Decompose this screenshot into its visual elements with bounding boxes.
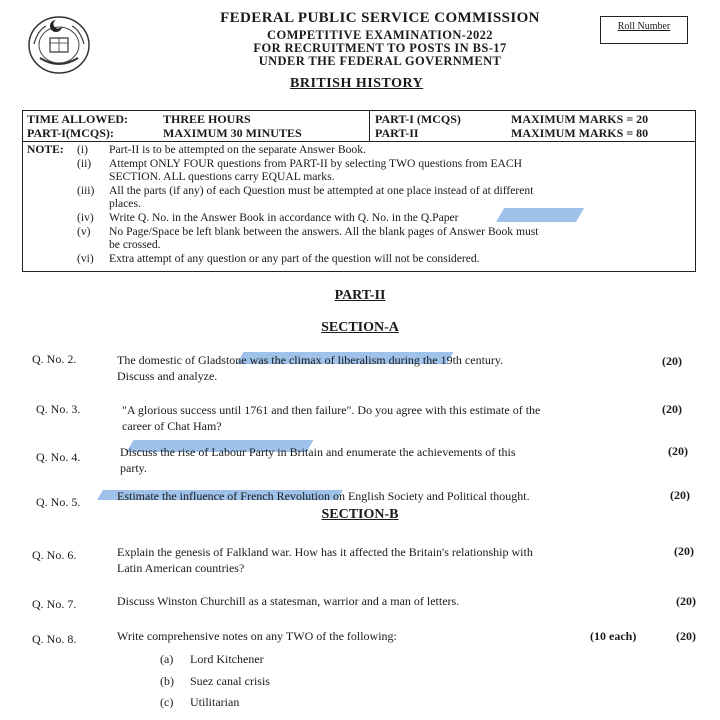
question-line: career of Chat Ham?: [122, 419, 222, 433]
question-number: Q. No. 7.: [32, 597, 77, 611]
note-text: No Page/Space be left blank between the answers. All the blank pages of Answer Book must: [109, 225, 539, 238]
subpart-label: (c): [160, 695, 174, 709]
note-num: (ii): [77, 157, 92, 170]
question-line: "A glorious success until 1761 and then failure". Do you agree with this estimate of the: [122, 403, 541, 417]
question-text: [117, 352, 647, 384]
question-text: [117, 544, 657, 576]
note-num: (iii): [77, 184, 95, 197]
question-marks: (20): [662, 354, 682, 368]
question-line: party.: [120, 461, 147, 475]
header-government: UNDER THE FEDERAL GOVERNMENT: [258, 54, 502, 68]
note-label: NOTE:: [27, 143, 64, 156]
part1-time-label: PART-I(MCQS):: [27, 126, 114, 140]
question-text: [117, 628, 557, 644]
question-line: Latin American countries?: [117, 561, 245, 575]
part1-time-value: MAXIMUM 30 MINUTES: [163, 126, 302, 140]
question-number: Q. No. 6.: [32, 548, 77, 562]
question-marks: (20): [668, 444, 688, 458]
note-text: All the parts (if any) of each Question must be attempted at one place instead of at different: [109, 184, 534, 197]
note-num: (i): [77, 143, 88, 156]
section-b-title: SECTION-B: [321, 507, 399, 522]
question-number: Q. No. 5.: [36, 495, 81, 509]
question-line: The domestic of Gladstone was the climax of liberalism during the 19th century.: [117, 353, 504, 367]
part-ii-title: PART-II: [334, 288, 386, 303]
question-marks: (20): [676, 629, 696, 643]
question-number: Q. No. 4.: [36, 450, 81, 464]
question-text: [117, 593, 657, 609]
question-line: Estimate the influence of French Revolution on English Society and Political thought.: [117, 489, 530, 503]
part2-marks-label: PART-II: [375, 126, 419, 140]
question-number: Q. No. 8.: [32, 632, 77, 646]
section-a-title: SECTION-A: [321, 320, 399, 335]
question-marks: (20): [662, 402, 682, 416]
header-exam: COMPETITIVE EXAMINATION-2022: [267, 28, 493, 42]
question-line: Discuss and analyze.: [117, 369, 218, 383]
subpart-text: Utilitarian: [190, 695, 240, 709]
roll-number-box: [600, 16, 688, 44]
roll-number-label: Roll Number: [617, 21, 671, 32]
subpart-label: (b): [160, 674, 174, 688]
note-text: SECTION. ALL questions carry EQUAL marks.: [109, 170, 335, 183]
time-marks-table: [22, 110, 696, 142]
instructions-box: [22, 142, 696, 272]
time-allowed-value: THREE HOURS: [163, 112, 251, 126]
header-recruitment: FOR RECRUITMENT TO POSTS IN BS-17: [253, 41, 507, 55]
question-line: Discuss the rise of Labour Party in Britain and enumerate the achievements of this: [120, 445, 516, 459]
note-num: (v): [77, 225, 91, 238]
subject-title: BRITISH HISTORY: [290, 76, 424, 91]
note-text: Extra attempt of any question or any part of the question will not be considered.: [109, 252, 480, 265]
question-text: [122, 402, 652, 434]
note-num: (vi): [77, 252, 94, 265]
question-number: Q. No. 2.: [32, 352, 77, 366]
question-line: Discuss Winston Churchill as a statesman, warrior and a man of letters.: [117, 594, 460, 608]
time-allowed-label: TIME ALLOWED:: [27, 112, 129, 126]
part2-max-marks: MAXIMUM MARKS = 80: [511, 126, 649, 140]
question-marks: (20): [674, 544, 694, 558]
question-text: [117, 488, 647, 504]
part1-marks-label: PART-I (MCQS): [375, 112, 461, 126]
note-text: places.: [109, 197, 141, 210]
subpart-label: (a): [160, 652, 174, 666]
watermark-stripe: [496, 208, 584, 222]
question-text: [120, 444, 650, 476]
question-marks: (20): [676, 594, 696, 608]
sub-question-marks: (10 each): [590, 629, 637, 643]
question-number: Q. No. 3.: [36, 402, 81, 416]
note-text: Attempt ONLY FOUR questions from PART-II by selecting TWO questions from EACH: [109, 157, 523, 170]
note-text: Part-II is to be attempted on the separate Answer Book.: [109, 143, 366, 156]
subpart-text: Suez canal crisis: [190, 674, 270, 688]
question-marks: (20): [670, 488, 690, 502]
note-text: Write Q. No. in the Answer Book in accordance with Q. No. in the Q.Paper: [109, 211, 459, 224]
note-num: (iv): [77, 211, 94, 224]
table-divider: [369, 111, 370, 141]
header-commission: FEDERAL PUBLIC SERVICE COMMISSION: [220, 10, 540, 26]
question-line: Write comprehensive notes on any TWO of the following:: [117, 629, 397, 643]
question-line: Explain the genesis of Falkland war. How has it affected the Britain's relationship with: [117, 545, 533, 559]
part1-max-marks: MAXIMUM MARKS = 20: [511, 112, 649, 126]
subpart-text: Lord Kitchener: [190, 652, 264, 666]
note-text: be crossed.: [109, 238, 161, 251]
